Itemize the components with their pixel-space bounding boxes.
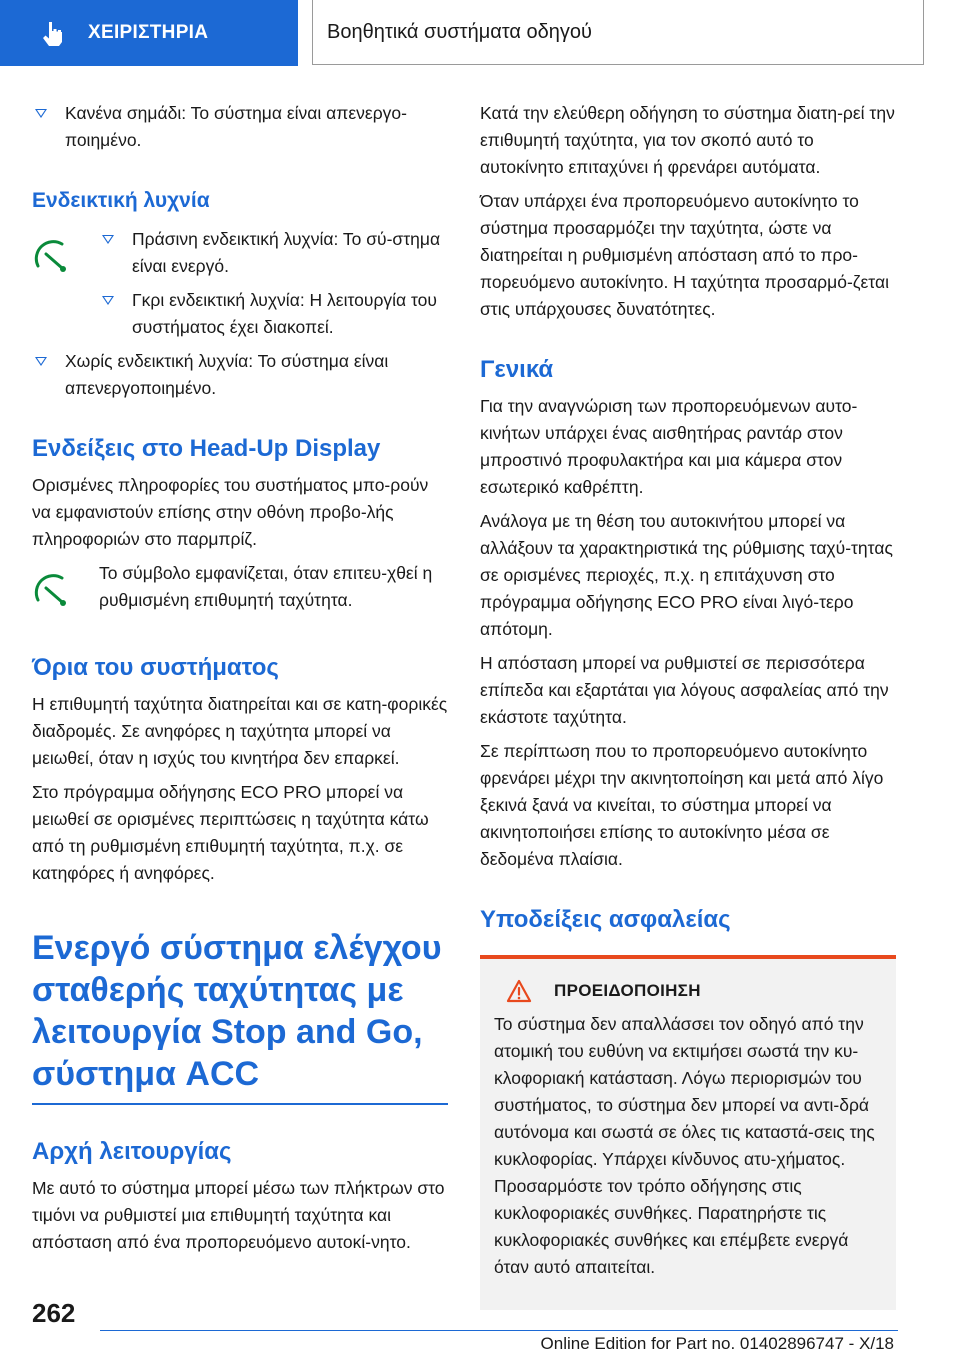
general-paragraph-3: Η απόσταση μπορεί να ρυθμιστεί σε περισσότερα επίπεδα και εξαρτάται για λόγους ασφαλείας από την εκάστοτε ταχύτητα.: [480, 653, 889, 727]
heading-hud: Ενδείξεις στο Head-Up Display: [32, 435, 381, 462]
right-paragraph-2: Όταν υπάρχει ένα προπορευόμενο αυτοκίνητο το σύστημα προσαρμόζει την ταχύτητα, ώστε να διατηρείται η ρυθμισμένη απόσταση από το προ-πορευόμενο αυτοκίνητο. Η ταχύτητα προσαρμό-ζεται στις υπάρχουσες δυνατότητες.: [480, 191, 889, 319]
heading-limits: Όρια του συστήματος: [32, 654, 279, 681]
left-column: [32, 100, 448, 1263]
warning-box: [480, 955, 896, 1310]
bullet-green-indicator: Πράσινη ενδεικτική λυχνία: Το σύ-στημα είναι ενεργό.: [99, 226, 448, 280]
hand-pointer-icon: [40, 20, 66, 46]
page-number: 262: [32, 1298, 76, 1328]
general-paragraph-4: Σε περίπτωση που το προπορευόμενο αυτοκίνητο φρενάρει μέχρι την ακινητοποίηση και μετά από λίγο ξεκινά ξανά να κινείται, το σύστημα μπορεί να ακινητοποιήσει επίσης το αυτοκίνητο μέσα σε δεδομένα πλαίσια.: [480, 741, 884, 869]
speedometer-indicator-icon: [32, 226, 99, 278]
footer-divider: [100, 1330, 898, 1331]
right-column: [480, 100, 896, 1310]
warning-triangle-icon: [506, 979, 532, 1003]
bullet-no-indicator: Χωρίς ενδεικτική λυχνία: Το σύστημα είναι απενεργοποιημένο.: [32, 348, 448, 402]
warning-text: Το σύστημα δεν απαλλάσσει τον οδηγό από την ατομική του ευθύνη να εκτιμήσει σωστά την κυ-κλοφοριακή κατάσταση. Λόγω περιορισμών του συστήματος, το σύστημα δεν μπορεί να αντι-δρά αυτόνομα και σωστά σε όλες τις καταστά-σεις της κυκλοφορίας. Υπάρχει κίνδυνος ατυ-χήματος. Προσαρμόστε τον τρόπο οδήγησης στις κυκλοφοριακές συνθήκες. Παρατηρήστε τις κυκλοφοριακές συνθήκες και επέμβετε ενεργά όταν αυτό απαιτείται.: [494, 1014, 875, 1277]
general-paragraph-1: Για την αναγνώριση των προπορευόμενων αυτο-κινήτων υπάρχει ένας αισθητήρας ραντάρ στον μπροστινό προφυλακτήρα και μια κάμερα στον εσωτερικό καθρέπτη.: [480, 396, 858, 497]
section-title: ΧΕΙΡΙΣΤΗΡΙΑ: [88, 22, 209, 43]
warning-header: [494, 979, 880, 1003]
general-paragraph-2: Ανάλογα με τη θέση του αυτοκινήτου μπορεί να αλλάξουν τα χαρακτηριστικά της ρύθμισης ταχύ-τητας σε ορισμένες περιοχές, π.χ. η επιτάχυνση στο πρόγραμμα οδήγησης ECO PRO είναι λιγό-τερο απότομη.: [480, 511, 893, 639]
bullet-triangle-icon: [35, 109, 47, 118]
heading-general: Γενικά: [480, 356, 554, 383]
hud-icon-text: Το σύμβολο εμφανίζεται, όταν επιτευ-χθεί η ρυθμισμένη επιθυμητή ταχύτητα.: [99, 563, 433, 610]
hud-paragraph: Ορισμένες πληροφορίες του συστήματος μπο-ρούν να εμφανιστούν επίσης στην οθόνη προβο-λής πληροφοριών στο παρμπρίζ.: [32, 475, 429, 549]
bullet-grey-indicator: Γκρι ενδεικτική λυχνία: Η λειτουργία του συστήματος έχει διακοπεί.: [99, 287, 448, 341]
bullet-triangle-icon: [102, 235, 114, 244]
indicator-row: [32, 226, 448, 348]
heading-indicator: Ενδεικτική λυχνία: [32, 189, 210, 212]
hud-row: [32, 560, 448, 621]
warning-title: ΠΡΟΕΙΔΟΠΟΙΗΣΗ: [554, 981, 701, 1000]
bullet-no-signal: Κανένα σημάδι: Το σύστημα είναι απενεργο-ποιημένο.: [32, 100, 448, 154]
speedometer-hud-icon: [32, 560, 99, 612]
limits-paragraph-1: Η επιθυμητή ταχύτητα διατηρείται και σε κατη-φορικές διαδρομές. Σε ανηφόρες η ταχύτητα μπορεί να μειωθεί, όταν η ισχύς του κινητήρα δεν επαρκεί.: [32, 694, 448, 768]
section-tab: [0, 0, 298, 66]
heading-principle: Αρχή λειτουργίας: [32, 1138, 232, 1165]
page-header: [0, 0, 960, 66]
bullet-triangle-icon: [102, 296, 114, 305]
chapter-title-box: [312, 0, 924, 65]
heading-safety: Υποδείξεις ασφαλείας: [480, 906, 731, 933]
limits-paragraph-2: Στο πρόγραμμα οδήγησης ECO PRO μπορεί να μειωθεί σε ορισμένες περιπτώσεις η ταχύτητα κάτω από τη ρυθμισμένη επιθυμητή ταχύτητα, π.χ. σε κατηφόρες ή ανηφόρες.: [32, 782, 429, 883]
footer-edition: Online Edition for Part no. 01402896747 - X/18: [540, 1334, 894, 1353]
heading-main: Ενεργό σύστημα ελέγχου σταθερής ταχύτητας με λειτουργία Stop and Go, σύστημα ACC: [32, 927, 448, 1105]
chapter-title: Βοηθητικά συστήματα οδηγού: [327, 20, 592, 43]
bullet-triangle-icon: [35, 357, 47, 366]
principle-paragraph: Με αυτό το σύστημα μπορεί μέσω των πλήκτρων στο τιμόνι να ρυθμιστεί μια επιθυμητή ταχύτητα και απόσταση από ένα προπορευόμενο αυτοκί-νητο.: [32, 1178, 445, 1252]
right-paragraph-1: Κατά την ελεύθερη οδήγηση το σύστημα διατη-ρεί την επιθυμητή ταχύτητα, για τον σκοπό αυτό το αυτοκίνητο επιταχύνει ή φρενάρει αυτόματα.: [480, 103, 895, 177]
